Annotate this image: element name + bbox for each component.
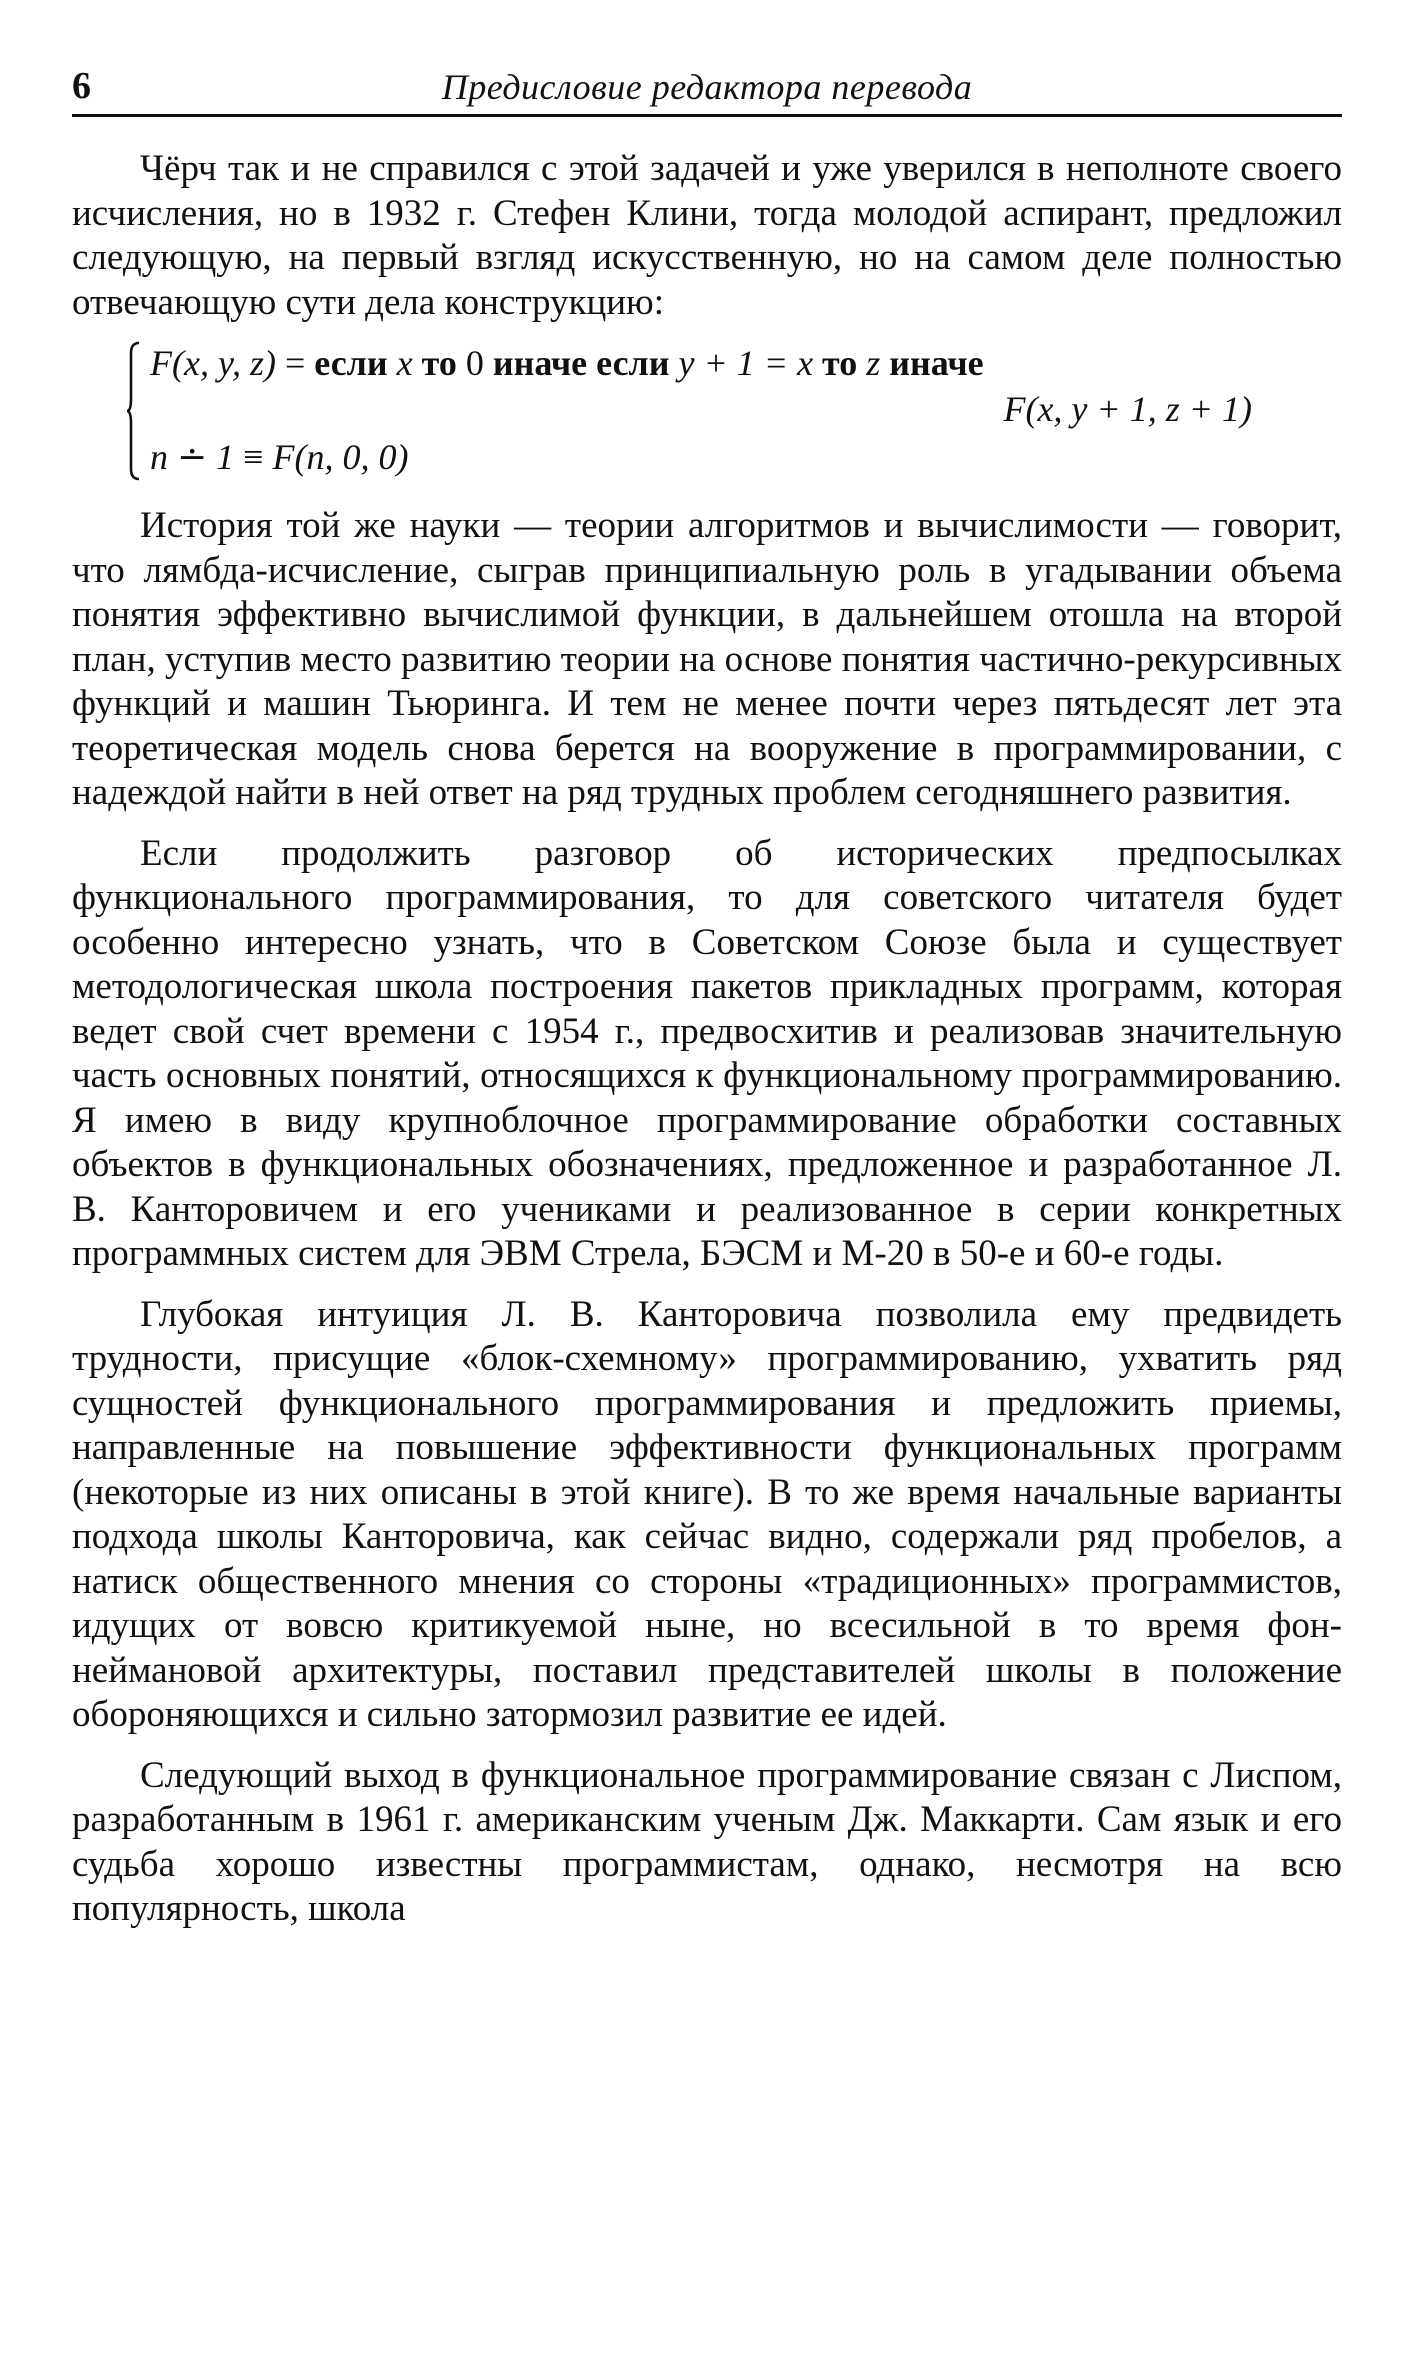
formula-lhs: n ∸ 1 <box>150 437 235 477</box>
formula-kw-else: иначе <box>889 343 984 383</box>
formula-var-z: z <box>857 343 890 383</box>
page-header <box>72 60 1342 117</box>
formula-kw-if: если <box>314 343 388 383</box>
formula-equiv: ≡ <box>234 437 273 477</box>
formula-eq: = <box>275 343 315 383</box>
book-page <box>72 60 1342 1948</box>
formula-kw-then-2: то <box>822 343 858 383</box>
paragraph-3: Если продолжить разговор об исторических предпосылках функционального программирования, то для советского читателя будет особенно интересно узнать, что в Советском Союзе была и существует методологическая школа построения пакетов прикладных программ, которая ведет свой счет времени с 1954 г., предвосхитив и реализовав значительную часть основных понятий, относящихся к функциональному программированию. Я имею в виду крупноблочное программирование обработки составных объектов в функциональных обозначениях, предложенное и разработанное Л. В. Канторовичем и его учениками и реализованное в серии конкретных программных систем для ЭВМ Стрела, БЭСМ и М-20 в 50-е и 60-е годы. <box>72 832 1342 1274</box>
kleene-formula <box>72 341 1342 486</box>
formula-line-2: F(x, y + 1, z + 1) <box>1003 389 1252 429</box>
formula-line-3 <box>150 435 408 479</box>
formula-condition: y + 1 = x <box>669 343 823 383</box>
formula-args: (x, y, z) <box>172 343 276 383</box>
paragraph-4: Глубокая интуиция Л. В. Канторовича позволила ему предвидеть трудности, присущие «блок-схемному» программированию, ухватить ряд сущностей функционального программирования и предложить приемы, направленные на повышение эффективности функциональных программ (некоторые из них описаны в этой книге). В то же время начальные варианты подхода школы Канторовича, как сейчас видно, содержали ряд пробелов, а натиск общественного мнения со стороны «традиционных» программистов, идущих от вовсю критикуемой ныне, но всесильной в то время фон-неймановой архитектуры, поставил представителей школы в положение обороняющихся и сильно затормозил развитие ее идей. <box>72 1293 1342 1735</box>
page-number: 6 <box>72 65 91 107</box>
paragraph-5: Следующий выход в функциональное программирование связан с Лиспом, разработанным в 1961 г. американским ученым Дж. Маккарти. Сам язык и его судьба хорошо известны программистам, однако, несмотря на всю популярность, школа <box>72 1754 1342 1929</box>
formula-kw-then: то <box>421 343 457 383</box>
running-head: Предисловие редактора перевода <box>441 67 973 107</box>
formula-zero: 0 <box>456 343 493 383</box>
formula-rhs: F(n, 0, 0) <box>272 437 409 477</box>
body-text <box>72 147 1342 1932</box>
formula-var-x: x <box>387 343 422 383</box>
formula-fn: F <box>150 343 172 383</box>
formula-kw-else-if: иначе если <box>492 343 670 383</box>
left-brace-icon <box>126 341 140 481</box>
paragraph-1: Чёрч так и не справился с этой задачей и уже уверился в неполноте своего исчисления, но в 1932 г. Стефен Клини, тогда молодой аспирант, предложил следующую, на первый взгляд искусственную, но на самом деле полностью отвечающую сути дела конструкцию: <box>72 148 1342 323</box>
paragraph-2: История той же науки — теории алгоритмов и вычислимости — говорит, что лямбда-исчисление, сыграв принципиальную роль в угадывании объема понятия эффективно вычислимой функции, в дальнейшем отошла на второй план, уступив место развитию теории на основе понятия частично-рекурсивных функций и машин Тьюринга. И тем не менее почти через пятьдесят лет эта теоретическая модель снова берется на вооружение в программировании, с надеждой найти в ней ответ на ряд трудных проблем сегодняшнего развития. <box>72 505 1342 813</box>
formula-line-1 <box>150 341 984 385</box>
